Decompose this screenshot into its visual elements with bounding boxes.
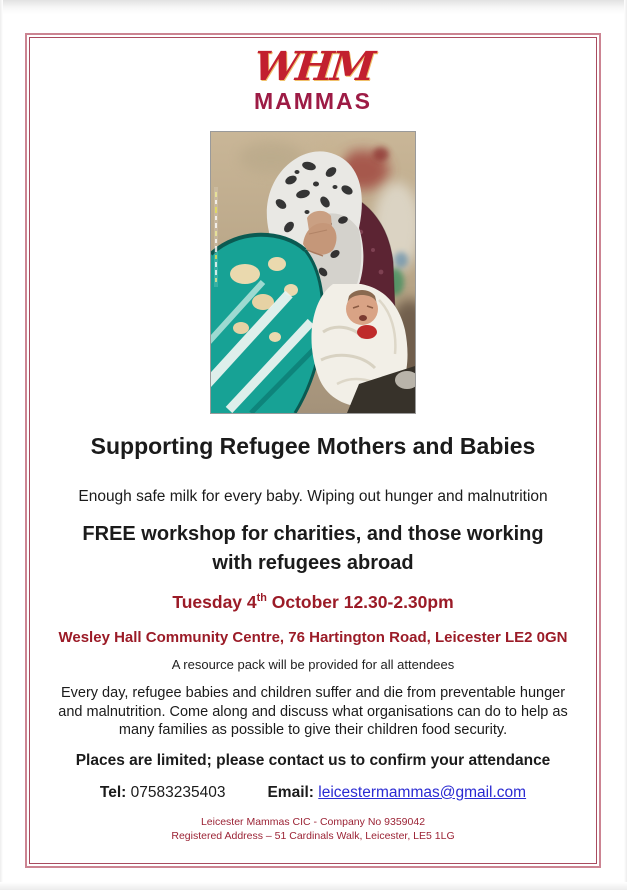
event-venue: Wesley Hall Community Centre, 76 Hartington Road, Leicester LE2 0GN — [58, 629, 568, 647]
resource-pack-note: A resource pack will be provided for all attendees — [171, 657, 455, 673]
telephone — [100, 784, 226, 802]
photo-credit-strip — [214, 187, 218, 287]
company-footer — [171, 815, 454, 843]
email-link[interactable]: leicestermammas@gmail.com — [318, 783, 527, 801]
email-label: Email: — [267, 783, 314, 801]
company-registration-line: Leicester Mammas CIC - Company No 9359042 — [200, 815, 426, 828]
page-left-edge — [0, 0, 3, 890]
page-top-shadow — [0, 0, 627, 14]
mammas-logo-wordmark: MAMMAS — [253, 88, 373, 114]
page-bottom-edge — [0, 882, 627, 890]
event-date-suffix: October 12.30-2.30pm — [266, 592, 454, 613]
event-date-prefix: Tuesday 4 — [172, 592, 257, 613]
event-date-ordinal: th — [256, 592, 267, 605]
registered-address-line: Registered Address – 51 Cardinals Walk, Leicester, LE5 1LG — [171, 829, 455, 842]
flyer-title: Supporting Refugee Mothers and Babies — [90, 433, 536, 459]
email — [267, 784, 526, 802]
teal-blanket — [211, 235, 323, 413]
mother-baby-photo-illustration — [211, 132, 415, 413]
flyer-border-frame — [25, 33, 601, 868]
places-limited-cta: Places are limited; please contact us to confirm your attendance — [75, 751, 551, 769]
flyer-subtitle: Enough safe milk for every baby. Wiping out hunger and malnutrition — [78, 488, 548, 506]
contact-row — [100, 784, 526, 802]
mother-baby-photo — [210, 131, 416, 414]
tel-number: 07583235403 — [130, 783, 226, 801]
tel-label: Tel: — [99, 783, 127, 801]
body-paragraph: Every day, refugee babies and children suffer and die from preventable hunger and malnutrition. Come along and discuss what organisations can do to help as many families as possible to give their children food security. — [58, 685, 568, 739]
mammas-logo-mark: WHM — [251, 43, 375, 90]
baby-red-clothing — [357, 325, 377, 339]
flyer-content — [29, 37, 597, 864]
event-date — [172, 592, 453, 613]
workshop-heading: FREE workshop for charities, and those working with refugees abroad — [82, 523, 544, 575]
